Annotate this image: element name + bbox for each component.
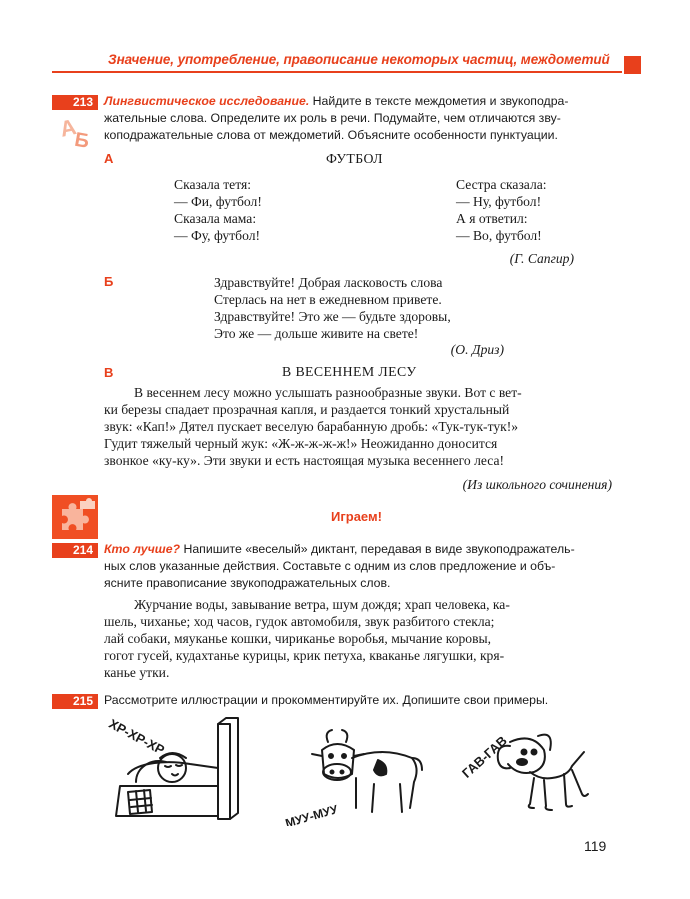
illustration-cow <box>282 728 432 826</box>
puzzle-icon <box>52 495 98 539</box>
essay-line: В весеннем лесу можно услышать разнообразные звуки. Вот с вет- <box>134 385 522 400</box>
illustration-sleeping-boy <box>100 716 250 826</box>
poem-right-column <box>456 176 616 244</box>
header-rule <box>52 71 622 73</box>
task-line: Найдите в тексте междометия и звукоподра- <box>309 94 569 108</box>
essay-title-spring-forest: В ВЕСЕННЕМ ЛЕСУ <box>282 364 417 379</box>
part-letter-a: А <box>104 151 114 166</box>
poem-line: Стерлась на нет в ежедневном привете. <box>214 292 442 307</box>
exercise-214-lead: Кто лучше? <box>104 542 181 556</box>
svg-text:Б: Б <box>72 128 91 151</box>
poem-line: Это же — дольше живите на свете! <box>214 326 419 341</box>
essay-line: Гудит тяжелый черный жук: «Ж-ж-ж-ж-ж!» Неожиданно доносится <box>104 436 498 451</box>
list-line: канье утки. <box>104 665 170 680</box>
poem-line: — Во, футбол! <box>456 228 542 243</box>
games-heading: Играем! <box>331 509 382 524</box>
exercise-number-215: 215 <box>52 694 98 709</box>
page-number: 119 <box>584 838 607 854</box>
poem-line: Здравствуйте! Это же — будьте здоровы, <box>214 309 451 324</box>
essay-line: ки березы спадает прозрачная капля, и раздается тонкий хрустальный <box>104 402 510 417</box>
poem-line: — Ну, футбол! <box>456 194 542 209</box>
poem-line: Сказала мама: <box>174 211 257 226</box>
exercise-213-lead: Лингвистическое исследование. <box>104 94 310 108</box>
alphabet-icon <box>58 113 94 151</box>
essay-line: звонкое «ку-ку». Эти звуки и есть настоящая музыка весеннего леса! <box>104 453 505 468</box>
list-line: Журчание воды, завывание ветра, шум дождя; храп человека, ка- <box>134 597 510 612</box>
task-line: ных слов указанные действия. Составьте с одним из слов предложение и объ- <box>104 559 556 573</box>
poem-line: — Фу, футбол! <box>174 228 261 243</box>
poem-line: — Фи, футбол! <box>174 194 262 209</box>
poem-line: Сестра сказала: <box>456 177 547 192</box>
essay-text <box>104 384 612 469</box>
poem-left-column <box>174 176 354 244</box>
task-line: жательные слова. Определите их роль в речи. Подумайте, чем отличаются зву- <box>104 111 561 125</box>
task-line: коподражательные слова от междометий. Объясните особенности пунктуации. <box>104 128 558 142</box>
poem-hello <box>214 274 544 342</box>
task-line: Напишите «веселый» диктант, передавая в виде звукоподражатель- <box>180 542 575 556</box>
poem-line: Здравствуйте! Добрая ласковость слова <box>214 275 443 290</box>
list-line: лай собаки, мяуканье кошки, чириканье воробья, мычание коровы, <box>104 631 492 646</box>
exercise-214-list <box>104 596 612 681</box>
svg-text:А: А <box>58 114 79 142</box>
part-letter-v: В <box>104 365 114 380</box>
exercise-215-task: Рассмотрите иллюстрации и прокомментируйте их. Допишите свои примеры. <box>104 693 549 707</box>
exercise-213-task <box>104 93 612 144</box>
part-letter-b: Б <box>104 274 114 289</box>
list-line: гогот гусей, кудахтанье курицы, крик петуха, кваканье лягушки, кря- <box>104 648 505 663</box>
list-line: шель, чиханье; ход часов, гудок автомобиля, звук разбитого стекла; <box>104 614 495 629</box>
poem-author-driz: (О. Дриз) <box>450 342 504 357</box>
bark-caption: ГАВ-ГАВ <box>458 732 510 781</box>
poem-line: А я ответил: <box>456 211 528 226</box>
running-header: Значение, употребление, правописание некоторых частиц, междометий <box>108 52 610 67</box>
poem-title-football: ФУТБОЛ <box>326 151 383 166</box>
exercise-number-214: 214 <box>52 543 98 558</box>
exercise-214-task <box>104 541 612 592</box>
exercise-number-213: 213 <box>52 95 98 110</box>
poem-line: Сказала тетя: <box>174 177 252 192</box>
essay-line: звук: «Кап!» Дятел пускает веселую барабанную дробь: «Тук-тук-тук!» <box>104 419 519 434</box>
illustration-dog <box>452 722 602 822</box>
snore-caption: ХР-ХР-ХР <box>106 716 168 758</box>
task-line: ясните правописание звукоподражательных слов. <box>104 576 391 590</box>
essay-author: (Из школьного сочинения) <box>462 477 612 492</box>
moo-caption: МУУ-МУУ <box>283 802 340 826</box>
poem-author-sapgir: (Г. Сапгир) <box>509 251 574 266</box>
header-marker <box>624 56 641 74</box>
